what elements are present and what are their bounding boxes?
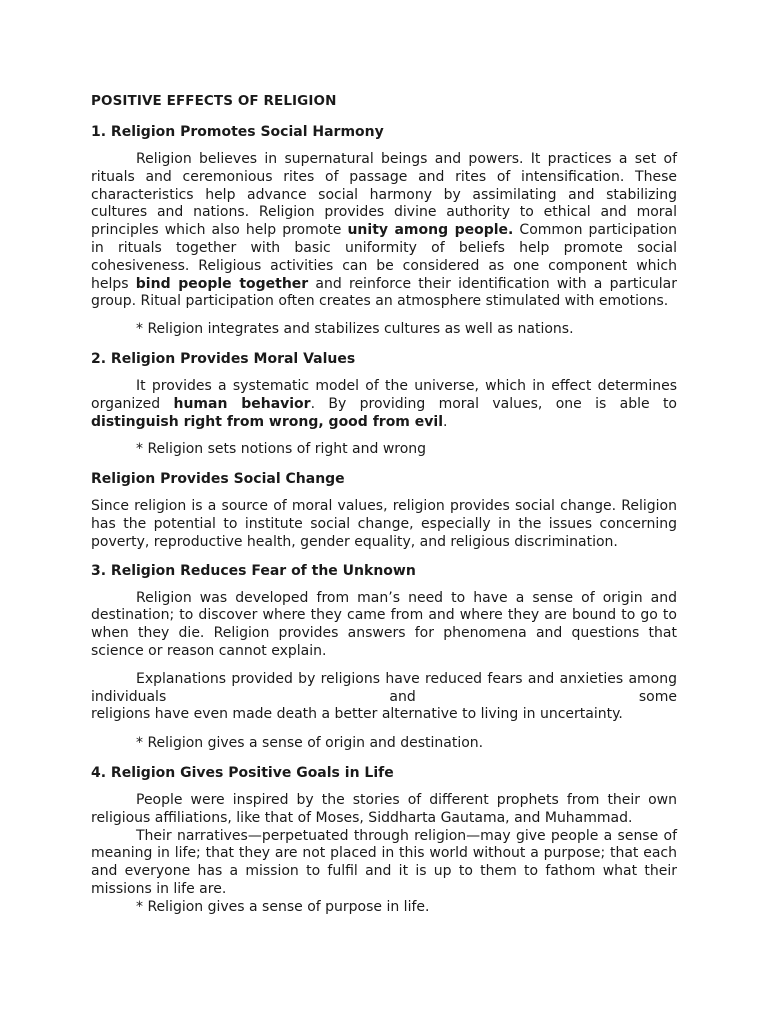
section-heading-fear-unknown: 3. Religion Reduces Fear of the Unknown [91,562,416,579]
paragraph-fear-unknown-2 [91,671,677,724]
emphasis-unity: unity among people. [347,222,514,239]
bullet-moral-values: * Religion sets notions of right and wrong [136,441,427,458]
emphasis-human-behavior: human behavior [173,395,311,412]
paragraph-moral-values [91,378,677,431]
text-run: Common participation in rituals together with basic uniformity of beliefs help promote social cohesiveness. Religious activities can be considered as one component which helps [91,222,677,292]
section-heading-social-change: Religion Provides Social Change [91,471,345,488]
text-run: . By providing moral values, one is able to [310,395,677,412]
paragraph-line: religions have even made death a better alternative to living in uncertainty. [91,706,623,723]
section-heading-positive-goals: 4. Religion Gives Positive Goals in Life [91,764,394,781]
paragraph-positive-goals-1: People were inspired by the stories of different prophets from their own religious affiliations, like that of Moses, Siddharta Gautama, and Muhammad. [91,791,677,826]
section-heading-moral-values: 2. Religion Provides Moral Values [91,350,356,367]
emphasis-bind-people: bind people together [135,275,309,292]
paragraph-line: individuals and some [91,688,677,705]
emphasis-right-wrong: distinguish right from wrong, good from evil [91,413,443,430]
text-run: . [443,413,448,430]
paragraph-social-harmony [91,151,677,311]
bullet-positive-goals: * Religion gives a sense of purpose in life. [136,898,430,915]
paragraph-positive-goals-2: Their narratives—perpetuated through religion—may give people a sense of meaning in life; that they are not placed in this world without a purpose; that each and everyone has a mission to fulfil and it is up to them to fathom what their missions in life are. [91,827,677,897]
bullet-fear-unknown: * Religion gives a sense of origin and destination. [136,735,484,752]
paragraph-fear-unknown-1: Religion was developed from man’s need to have a sense of origin and destination; to discover where they came from and where they are bound to go to when they die. Religion provides answers for phenomena and questions that science or reason cannot explain. [91,589,677,659]
paragraph-line: Explanations provided by religions have reduced fears and anxieties among [136,670,677,687]
document-title: POSITIVE EFFECTS OF RELIGION [91,93,337,109]
text-run: and reinforce their identification with a particular group. Ritual participation often creates an atmosphere stimulated with emotions. [91,275,677,310]
text-run: Religion believes in supernatural beings and powers. It practices a set of rituals and ceremonious rites of passage and rites of intensification. These characteristics help advance social harmony by assimilating and stabilizing cultures and nations. Religion provides divine authority to ethical and moral principles which also help promote [91,151,677,239]
bullet-social-harmony: * Religion integrates and stabilizes cultures as well as nations. [136,321,574,338]
text-run: It provides a systematic model of the universe, which in effect determines organized [91,377,677,412]
paragraph-social-change: Since religion is a source of moral values, religion provides social change. Religion has the potential to institute social change, especially in the issues concerning poverty, reproductive health, gender equality, and religious discrimination. [91,498,677,550]
section-heading-social-harmony: 1. Religion Promotes Social Harmony [91,124,384,140]
